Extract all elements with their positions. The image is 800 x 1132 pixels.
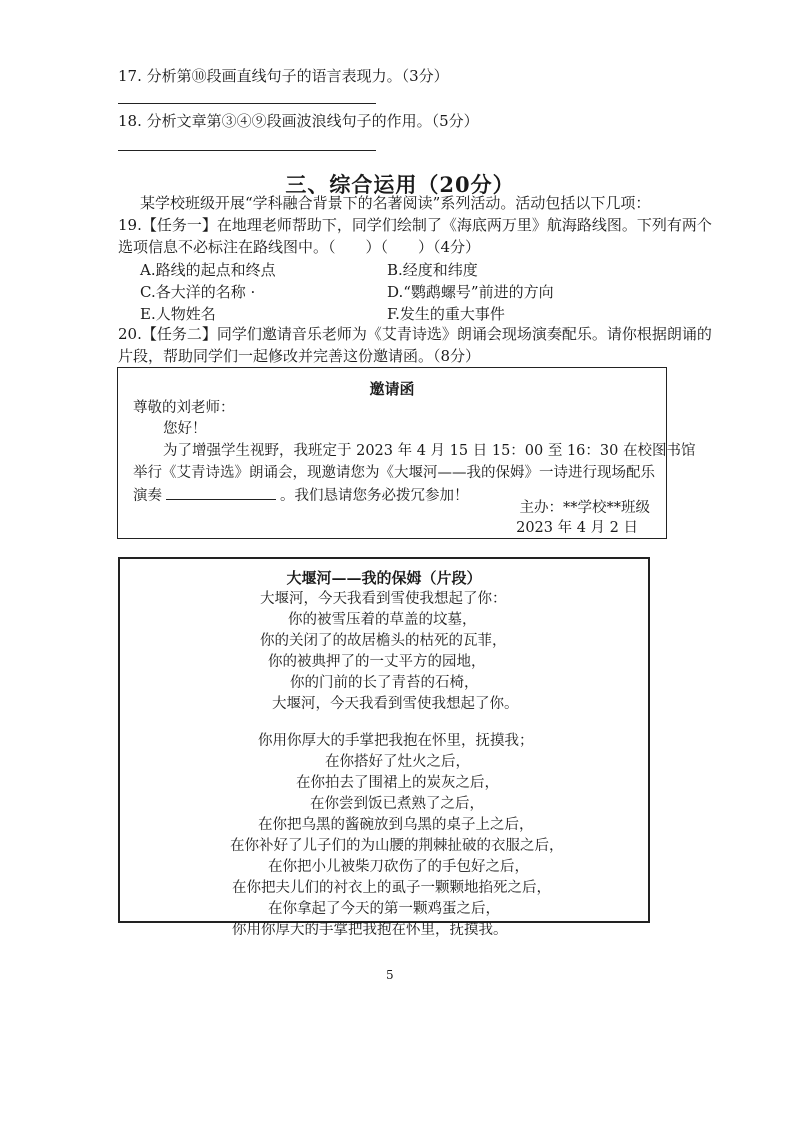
invitation-body-3-suffix: 。我们恳请您务必拨冗参加！	[280, 488, 469, 504]
invitation-date: 2023 年 4 月 2 日	[516, 520, 638, 536]
poem-line: 你的被雪压着的草盖的坟墓，	[288, 612, 477, 628]
option-b: B.经度和纬度	[387, 261, 478, 279]
poem-line: 在你尝到饭已煮熟了之后，	[310, 796, 484, 812]
question-17: 17. 分析第⑩段画直线句子的语言表现力。（3分）	[118, 67, 449, 85]
poem-line: 你用你厚大的手掌把我抱在怀里，抚摸我。	[232, 922, 508, 938]
question-19-line1: 19.【任务一】在地理老师帮助下，同学们绘制了《海底两万里》航海路线图。下列有两个	[118, 216, 712, 234]
invitation-box	[117, 367, 696, 539]
poem-line: 在你把乌黑的酱碗放到乌黑的桌子上之后，	[258, 817, 534, 833]
poem-line: 大堰河，今天我看到雪使我想起了你：	[260, 591, 507, 607]
answer-line-17	[118, 103, 376, 104]
poem-title: 大堰河——我的保姆（片段）	[286, 569, 482, 587]
option-c: C.各大洋的名称 ·	[140, 283, 256, 301]
poem-line: 你用你厚大的手掌把我抱在怀里，抚摸我；	[258, 733, 534, 749]
answer-line-18	[118, 150, 376, 151]
option-f: F.发生的重大事件	[387, 305, 505, 323]
fill-in-blank	[166, 485, 276, 500]
invitation-body-2: 举行《艾青诗选》朗诵会，现邀请您为《大堰河——我的保姆》一诗进行现场配乐	[133, 465, 655, 481]
question-20-line1: 20.【任务二】同学们邀请音乐老师为《艾青诗选》朗诵会现场演奏配乐。请你根据朗诵的	[118, 325, 712, 343]
poem-line: 在你搭好了灶火之后，	[325, 754, 470, 770]
invitation-body-3-prefix: 演奏	[133, 488, 162, 504]
poem-line: 你的关闭了的故居檐头的枯死的瓦菲，	[260, 633, 507, 649]
poem-line: 在你拿起了今天的第一颗鸡蛋之后，	[268, 901, 500, 917]
option-d: D.“鹦鹉螺号”前进的方向	[387, 283, 554, 301]
invitation-title: 邀请函	[369, 380, 415, 398]
invitation-body-1: 为了增强学生视野，我班定于 2023 年 4 月 15 日 15：00 至 16：30 在校图书馆	[163, 443, 696, 459]
poem-line: 你的被典押了的一丈平方的园地，	[268, 654, 486, 670]
invitation-greeting: 您好！	[163, 421, 207, 437]
question-19-line2: 选项信息不必标注在路线图中。（ ）（ ）（4分）	[118, 238, 481, 256]
poem-line: 在你拍去了围裙上的炭灰之后，	[296, 775, 499, 791]
section-title: 三、综合运用（20分）	[285, 172, 515, 197]
activity-intro: 某学校班级开展“学科融合背景下的名著阅读”系列活动。活动包括以下几项：	[140, 194, 651, 212]
invitation-body-3	[133, 485, 469, 506]
poem-line: 你的门前的长了青苔的石椅，	[290, 675, 479, 691]
invitation-salutation: 尊敬的刘老师：	[133, 400, 235, 416]
poem-box	[118, 557, 650, 938]
question-20-line2: 片段，帮助同学们一起修改并完善这份邀请函。（8分）	[118, 347, 481, 365]
poem-line: 在你补好了儿子们的为山腰的荆棘扯破的衣服之后，	[230, 838, 564, 854]
page-number: 5	[386, 968, 394, 982]
poem-line: 大堰河，今天我看到雪使我想起了你。	[272, 696, 519, 712]
poem-line: 在你把小儿被柴刀砍伤了的手包好之后，	[268, 859, 529, 875]
option-a: A.路线的起点和终点	[140, 261, 276, 279]
poem-line: 在你把夫儿们的衬衣上的虱子一颗颗地掐死之后，	[232, 880, 551, 896]
question-18: 18. 分析文章第③④⑨段画波浪线句子的作用。（5分）	[118, 112, 479, 130]
invitation-host: 主办：**学校**班级	[519, 500, 650, 516]
option-e: E.人物姓名	[140, 305, 216, 323]
